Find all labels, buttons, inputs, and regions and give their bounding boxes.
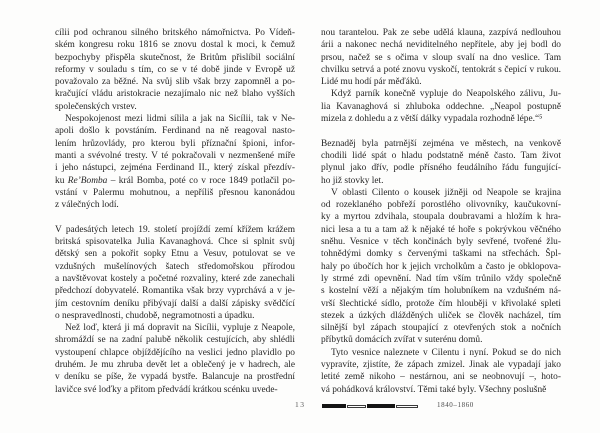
text-line: Tyto vesnice naleznete v Cilentu i nyní. Pokud se do nich (331, 347, 561, 358)
text-line: ly strmé zdi opevnění. Nad tím vším trůnilo vždy společně (321, 273, 561, 284)
paragraph (321, 27, 561, 88)
text-line: ku Re’Bomba – král Bomba, poté co v roce 1849 potlačil po- (55, 175, 295, 186)
text-line: a navštěvovat kostely a početné rozvaliny, které zde zanechali (55, 273, 295, 284)
text-line: dětský sen a pokořit sopky Etnu a Vesuv, potulovat se ve (55, 249, 295, 260)
text-line: lia Kavanaghová si zhluboka oddechne. „Neapol postupně (321, 101, 561, 112)
text-line: V padesátých letech 19. století projíždí zemí křížem krážem (55, 224, 295, 235)
paragraph (55, 224, 295, 322)
page-number: 13 (295, 400, 306, 409)
text-line: ky a myrtou zdvihala, stoupala doubravami a hložím k hra- (321, 212, 561, 223)
text-line: nou tarantelou. Pak ze sebe udělá klauna, zazpívá nedlouhou (321, 28, 561, 38)
text-line: i jeho nástupci, zejména Ferdinand II., který získal přezdív- (55, 163, 295, 174)
paragraph (321, 88, 561, 125)
timeline-bar (322, 403, 418, 409)
text-line: z válečných lodí. (55, 200, 119, 211)
text-line: Než loď, která ji má dopravit na Sicílii, vypluje z Neapole, (65, 323, 295, 334)
paragraph (55, 113, 295, 211)
text-line: s kostelní věží a nějakým tím holubníkem na vzdušném ná- (321, 286, 561, 297)
text-line: v deníku se píše, že vypadá bystře. Balancuje na prostřední (55, 372, 295, 383)
text-line: mizela z dohledu a z větší dálky vypadala rozhodně lépe.“⁵ (321, 114, 543, 125)
text-line: Nespokojenost mezi lidmi sílila a jak na Sicílii, tak v Ne- (65, 114, 295, 125)
text-line: manti a svévolné tresty. V té pokračovali v nezmenšené míře (55, 150, 295, 161)
text-line: druhém. Je mu zhruba devět let a oblečený je v hadrech, ale (55, 360, 295, 371)
text-line: chodili lidé spát o hladu podstatně méně často. Tam život (321, 150, 561, 161)
text-line: bezpochyby přispěla skutečnost, že Britům přislíbil sociální (55, 52, 295, 63)
text-line: od rozeklaného pobřeží porostlého olivovníky, kaučukovní- (321, 200, 561, 211)
paragraph (321, 347, 561, 396)
paragraph (55, 322, 295, 396)
text-line: tohnědými domky s červenými taškami na střechách. Špl- (321, 249, 561, 260)
timeline-segment-filled (367, 404, 395, 408)
text-line: árii a nakonec nechá neviditelného nepřítele, aby jej bodl do (321, 40, 561, 51)
text-line: považovalo za běžné. Na svůj slib však brzy zapomněl a po- (55, 77, 295, 88)
text-line: Beznaděj byla patrnější zejména ve městech, na venkově (321, 138, 561, 149)
text-line: nici lesa a tu a tam až k nějaké té hoře s pokrývkou věčného (321, 224, 561, 235)
text-line: kračující vládu aristokracie nezajímalo nic než blaho vyšších (55, 89, 295, 100)
text-line: vypravíte, zjistíte, že zápach zmizel. Jinak ale vypadají jako (321, 360, 561, 371)
text-line: vá pohádková království. Těmi také byly. Všechny poslušně (321, 384, 547, 395)
text-line: reformy v souladu s tím, co se v té době jinde v Evropě už (55, 64, 295, 75)
text-line: společenských vrstev. (55, 101, 137, 112)
text-line: vstání v Palermu mohutnou, a nepříliš přesnou kanonádou (55, 187, 295, 198)
paragraph (321, 187, 561, 347)
text-line: vystoupení chlapce objíždějícího na veslici jedno plavidlo po (55, 347, 295, 358)
timeline-segment-empty (396, 405, 418, 408)
text-line: stezek a úzkých dlážděných uliček se člověk nacházel, tím (321, 310, 561, 321)
text-line: vzdušných mušelínových šatech středomořskou přírodou (55, 261, 295, 272)
timeline-label: 1840–1860 (437, 401, 474, 409)
text-line: předchozí dobyvatelé. Romantika však brzy vyprchává a v je- (55, 286, 295, 297)
text-line: britská spisovatelka Julia Kavanaghová. Chce si splnit svůj (55, 237, 295, 248)
text-line: lavičce své loďky a přitom předvádí krátkou scénku uvede- (55, 384, 278, 395)
text-line: cílii pod ochranou silného britského námořnictva. Po Vídeň- (55, 28, 295, 38)
text-line: ho již stovky let. (321, 175, 384, 186)
text-line: Lidé mu hodí pár měďáků. (321, 77, 422, 88)
text-line: silnější byl zápach stoupající z otevřených stok a nočních (321, 323, 561, 334)
paragraph (321, 138, 561, 187)
timeline-segment-empty (347, 405, 366, 408)
text-line: příbytků domácích zvířat v suterénu domů. (321, 335, 483, 346)
text-line: haly po úbočích hor k jejich vrcholkům a často je obklopova- (321, 261, 561, 272)
text-line: lením hrůzovlády, pro kterou byli příznační špioni, infor- (55, 138, 295, 149)
text-line: apoli došlo k povstáním. Ferdinand na ně reagoval nasto- (55, 126, 295, 137)
text-line: prsou, načež se s očima v sloup svalí na dno veslice. Tam (321, 52, 561, 63)
right-column (321, 27, 561, 396)
text-line: ském kongresu roku 1816 se znovu dostal k moci, k čemuž (55, 40, 295, 51)
left-column (55, 27, 295, 396)
timeline-segment-filled (322, 404, 346, 408)
text-line: sněhu. Vesnice v těch končinách byly sevřené, tvořené žlu- (321, 237, 561, 248)
text-line: Když parník konečně vypluje do Neapolského zálivu, Ju- (331, 89, 561, 100)
text-line: chvilku setrvá a poté znovu vyskočí, tentokrát s čepicí v rukou. (321, 64, 561, 75)
text-line: o nespravedlnosti, chudobě, negramotnosti a úpadku. (55, 310, 255, 321)
text-line: letité země nikoho – nestárnou, ani se neobnovují –, hoto- (321, 372, 561, 383)
paragraph (55, 27, 295, 113)
text-line: plynul jako dřív, podle přísného feudálního řádu fungující- (321, 163, 561, 174)
text-line: jím cestovním deníku přibývají další a další zápisky svědčící (55, 298, 295, 309)
text-line: vrší šlechtické sídlo, protože čím hlouběji v křivolaké spleti (321, 298, 561, 309)
text-line: shromáždí se na zadní palubě několik cestujících, aby shlédli (55, 335, 295, 346)
text-line: V oblasti Cilento o kousek jižněji od Neapole se krajina (331, 187, 561, 198)
